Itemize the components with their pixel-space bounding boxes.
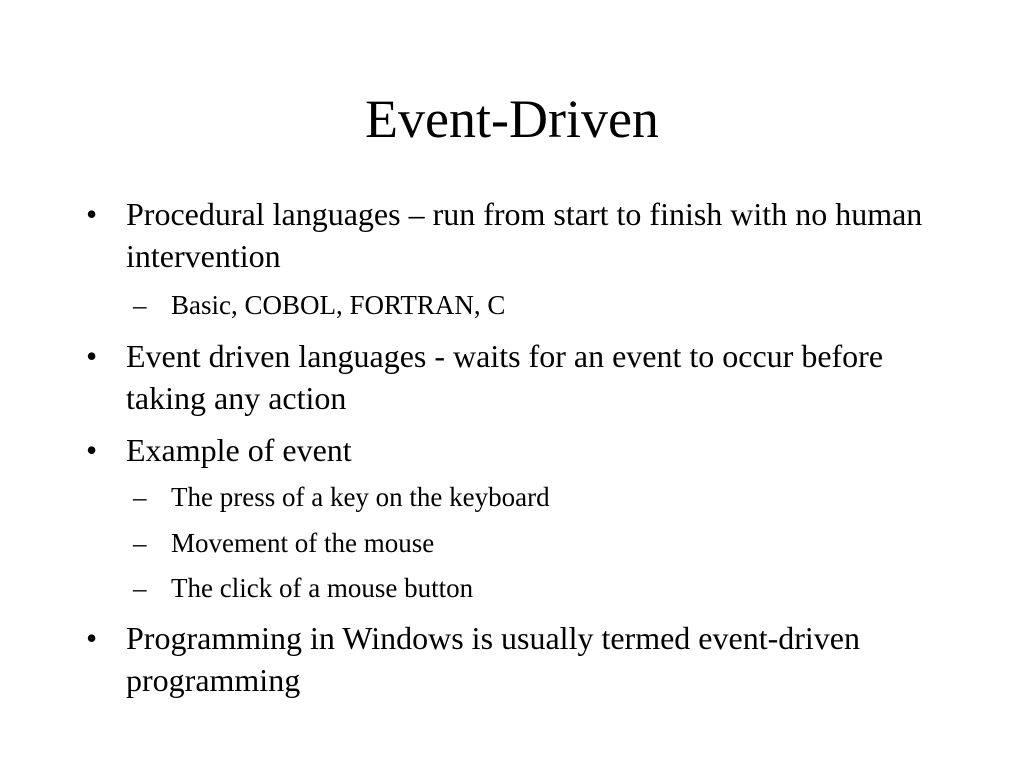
bullet-text: Example of event: [126, 432, 352, 468]
bullet-marker: •: [86, 196, 98, 232]
bullet-item: [86, 617, 966, 701]
bullet-item: [86, 193, 966, 277]
sub-bullet-marker: –: [133, 482, 147, 512]
bullet-marker: •: [86, 620, 98, 656]
bullet-item: [86, 429, 966, 471]
bullet-text: Procedural languages – run from start to finish with no human intervention: [126, 196, 923, 274]
sub-bullet-marker: –: [133, 573, 147, 603]
bullet-text: Event driven languages - waits for an event to occur before taking any action: [126, 338, 884, 416]
sub-bullet-marker: –: [133, 290, 147, 320]
sub-bullet-text: The press of a key on the keyboard: [171, 482, 550, 512]
slide-title: Event-Driven: [365, 89, 659, 149]
bullet-item: [86, 335, 966, 419]
sub-bullet-item: [133, 571, 933, 605]
sub-bullet-item: [133, 526, 933, 560]
sub-bullet-marker: –: [133, 528, 147, 558]
sub-bullet-item: [133, 288, 933, 322]
sub-bullet-text: Basic, COBOL, FORTRAN, C: [171, 290, 506, 320]
sub-bullet-text: Movement of the mouse: [171, 528, 435, 558]
bullet-marker: •: [86, 432, 98, 468]
bullet-text: Programming in Windows is usually termed event-driven programming: [126, 620, 860, 698]
sub-bullet-text: The click of a mouse button: [171, 573, 474, 603]
bullet-marker: •: [86, 338, 98, 374]
sub-bullet-item: [133, 480, 933, 514]
